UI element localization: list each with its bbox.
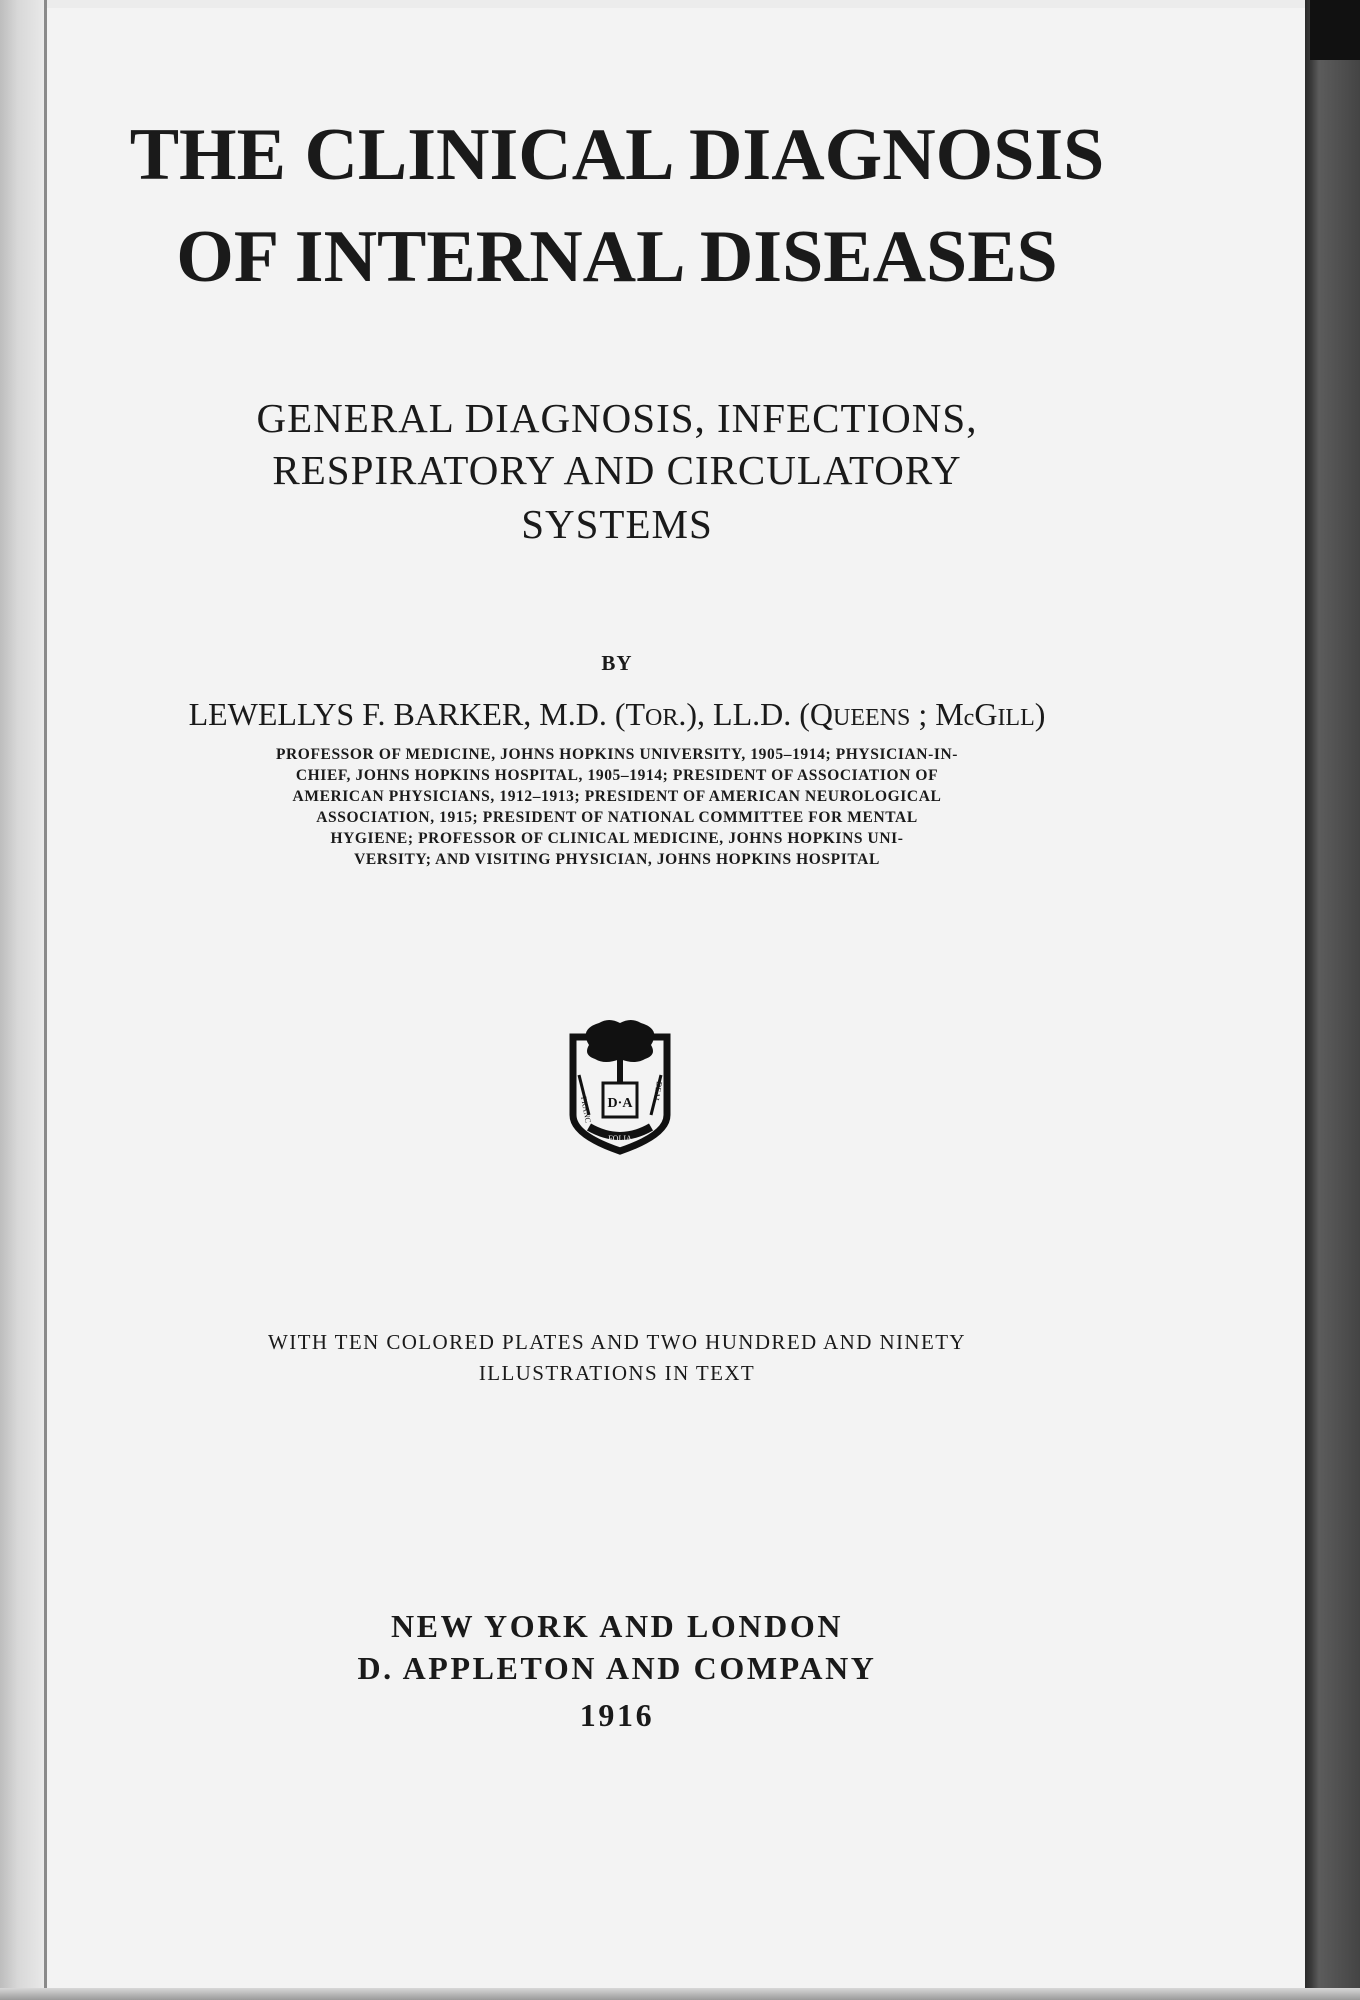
mcgill-initial: M bbox=[935, 696, 964, 732]
publisher-motto-left: FRANC bbox=[579, 1095, 593, 1124]
book-spine bbox=[1305, 0, 1360, 2000]
imprint-publisher: D. APPLETON AND COMPANY bbox=[357, 1650, 877, 1686]
mcgill-rest: ILL bbox=[997, 705, 1035, 731]
by-label: BY bbox=[601, 651, 633, 675]
queens-initial: Q bbox=[809, 696, 833, 732]
page-bottom-edge bbox=[0, 1988, 1360, 2000]
publisher-motto-right: DEAL bbox=[651, 1080, 664, 1104]
plates-line-1: WITH TEN COLORED PLATES AND TWO HUNDRED AND NINETY bbox=[267, 1330, 966, 1354]
credentials-line-2: CHIEF, JOHNS HOPKINS HOSPITAL, 1905–1914; PRESIDENT OF ASSOCIATION OF bbox=[295, 767, 939, 784]
subtitle-line-3: SYSTEMS bbox=[521, 501, 713, 547]
author-line bbox=[47, 698, 1187, 730]
queens-rest: UEENS bbox=[832, 705, 911, 731]
publisher-motto-bottom: FOLIA bbox=[608, 1134, 632, 1143]
tor-initial: T bbox=[625, 696, 646, 732]
page-gutter-shadow bbox=[0, 0, 46, 2000]
credentials-line-3: AMERICAN PHYSICIANS, 1912–1913; PRESIDENT OF AMERICAN NEUROLOGICAL bbox=[292, 788, 942, 805]
tor-rest: OR bbox=[645, 705, 679, 731]
closing-paren: ) bbox=[1034, 696, 1046, 732]
mcgill-initial-2: G bbox=[974, 696, 998, 732]
after-tor: .), LL.D. ( bbox=[678, 696, 810, 732]
author-name: LEWELLYS F. BARKER, M.D. ( bbox=[188, 696, 626, 732]
credentials-line-5: HYGIENE; PROFESSOR OF CLINICAL MEDICINE, JOHNS HOPKINS UNI- bbox=[330, 830, 904, 847]
title-line-1: THE CLINICAL DIAGNOSIS bbox=[129, 114, 1105, 196]
credentials-line-6: VERSITY; AND VISITING PHYSICIAN, JOHNS HOPKINS HOSPITAL bbox=[354, 851, 880, 868]
plates-line-2: ILLUSTRATIONS IN TEXT bbox=[478, 1361, 756, 1385]
imprint-year: 1916 bbox=[579, 1697, 655, 1733]
degree-separator: ; bbox=[910, 696, 936, 732]
subtitle-line-1: GENERAL DIAGNOSIS, INFECTIONS, bbox=[256, 395, 978, 441]
publisher-device-icon bbox=[559, 1015, 681, 1155]
imprint-place: NEW YORK AND LONDON bbox=[390, 1608, 844, 1644]
subtitle-line-2: RESPIRATORY AND CIRCULATORY bbox=[272, 447, 962, 493]
book-spine-top bbox=[1310, 0, 1360, 60]
credentials-line-4: ASSOCIATION, 1915; PRESIDENT OF NATIONAL COMMITTEE FOR MENTAL bbox=[316, 809, 918, 826]
title-line-2: OF INTERNAL DISEASES bbox=[176, 216, 1058, 298]
credentials-line-1: PROFESSOR OF MEDICINE, JOHNS HOPKINS UNIVERSITY, 1905–1914; PHYSICIAN-IN- bbox=[275, 746, 959, 763]
publisher-monogram: D·A bbox=[607, 1096, 633, 1111]
mcgill-mid: c bbox=[963, 705, 975, 731]
